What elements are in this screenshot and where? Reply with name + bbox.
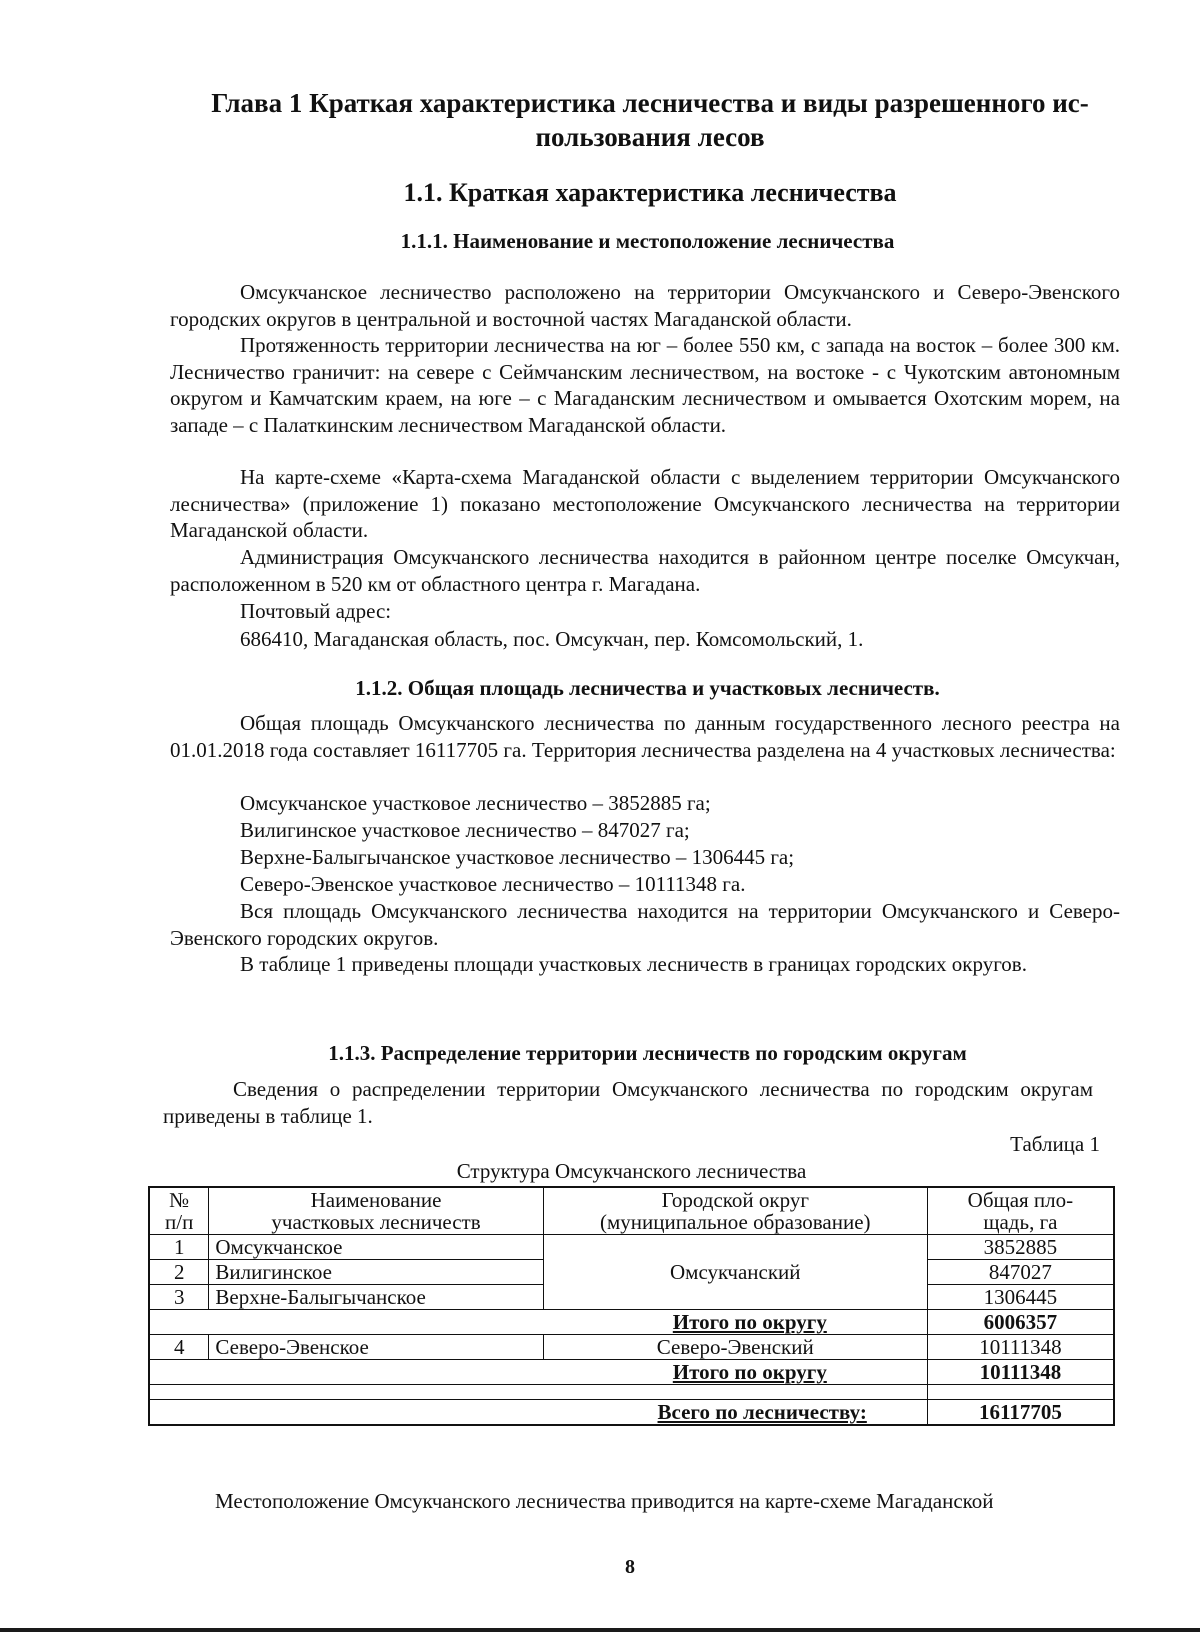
header-area: Общая пло- щадь, га (927, 1187, 1114, 1235)
list-item: Верхне-Балыгычанское участковое лесничество – 1306445 га; (240, 845, 795, 869)
subtotal-row (149, 1310, 1114, 1335)
total-row (149, 1400, 1114, 1426)
paragraph-text: На карте-схеме «Карта-схема Магаданской области с выделением территории Омсукчанского лесничества» (приложение 1) показано местоположение Омсукчанского лесничества на территории Магаданской области. (170, 465, 1120, 542)
postal-address: 686410, Магаданская область, пос. Омсукчан, пер. Комсомольский, 1. (240, 627, 864, 651)
paragraph-text: Омсукчанское лесничество расположено на территории Омсукчанского и Северо-Эвенского городских округов в центральной и восточной частях Магаданской области. (170, 280, 1120, 331)
structure-table (148, 1186, 1115, 1426)
row-num: 1 (149, 1235, 209, 1260)
list-item: Омсукчанское участковое лесничество – 3852885 га; (240, 791, 711, 815)
paragraph-text: Местоположение Омсукчанского лесничества приводится на карте-схеме Магаданской (215, 1489, 994, 1513)
table-row (149, 1235, 1114, 1260)
section-title: 1.1. Краткая характеристика лесничества (403, 178, 897, 207)
total-value: 16117705 (927, 1400, 1114, 1426)
paragraph (170, 951, 1120, 978)
row-name: Верхне-Балыгычанское (209, 1285, 543, 1310)
row-area: 847027 (927, 1260, 1114, 1285)
row-name: Вилигинское (209, 1260, 543, 1285)
subsection-title-1-1-2: 1.1.2. Общая площадь лесничества и участковых лесничеств. (355, 676, 940, 700)
paragraph (170, 710, 1120, 763)
list-item: Вилигинское участковое лесничество – 847027 га; (240, 818, 690, 842)
row-num: 2 (149, 1260, 209, 1285)
paragraph (170, 279, 1120, 332)
paragraph (170, 898, 1120, 951)
subsection-title-1-1-1: 1.1.1. Наименование и местоположение лесничества (400, 229, 895, 253)
paragraph (163, 1076, 1093, 1129)
subtotal-row (149, 1360, 1114, 1385)
table-label: Таблица 1 (1010, 1132, 1100, 1156)
closing-paragraph (170, 1488, 1120, 1515)
row-district: Омсукчанский (543, 1235, 927, 1310)
paragraph (170, 464, 1120, 544)
table-row (149, 1335, 1114, 1360)
row-name: Омсукчанское (209, 1235, 543, 1260)
paragraph-text: Вся площадь Омсукчанского лесничества находится на территории Омсукчанского и Северо-Эвенского городских округов. (170, 899, 1120, 950)
header-name: Наименование участковых лесничеств (209, 1187, 543, 1235)
scan-edge-line (0, 1628, 1200, 1632)
empty-cell (149, 1385, 927, 1400)
subtotal-label: Итого по округу (149, 1310, 927, 1335)
row-area: 1306445 (927, 1285, 1114, 1310)
row-num: 4 (149, 1335, 209, 1360)
row-num: 3 (149, 1285, 209, 1310)
chapter-title: Глава 1 Краткая характеристика лесничества и виды разрешенного ис-пользования лесов (211, 88, 1089, 152)
table-caption: Структура Омсукчанского лесничества (456, 1159, 807, 1183)
paragraph (170, 332, 1120, 438)
postal-label: Почтовый адрес: (240, 599, 392, 623)
row-area: 10111348 (927, 1335, 1114, 1360)
subtotal-value: 10111348 (927, 1360, 1114, 1385)
paragraph-text: В таблице 1 приведены площади участковых лесничеств в границах городских округов. (240, 952, 1027, 976)
empty-row (149, 1385, 1114, 1400)
empty-cell (927, 1385, 1114, 1400)
row-name: Северо-Эвенское (209, 1335, 543, 1360)
paragraph-text: Администрация Омсукчанского лесничества находится в районном центре поселке Омсукчан, расположенном в 520 км от областного центра г. Магадана. (170, 545, 1120, 596)
subtotal-label: Итого по округу (149, 1360, 927, 1385)
paragraph (170, 544, 1120, 597)
paragraph-text: Протяженность территории лесничества на юг – более 550 км, с запада на восток – более 300 км. Лесничество граничит: на севере с Сеймчанским лесничеством, на востоке - с Чукотским автономным округом и Камчатским краем, на юге – с Магаданским лесничеством и омывается Охотским морем, на западе – с Палаткинским лесничеством Магаданской области. (170, 333, 1120, 437)
row-area: 3852885 (927, 1235, 1114, 1260)
table-header-row (149, 1187, 1114, 1235)
subtotal-value: 6006357 (927, 1310, 1114, 1335)
subsection-title-1-1-3: 1.1.3. Распределение территории лесничеств по городским округам (328, 1041, 967, 1065)
header-num: № п/п (149, 1187, 209, 1235)
row-district: Северо-Эвенский (543, 1335, 927, 1360)
paragraph-text: Общая площадь Омсукчанского лесничества по данным государственного лесного реестра на 01.01.2018 года составляет 16117705 га. Территория лесничества разделена на 4 участковых лесничества: (170, 711, 1120, 762)
paragraph-text: Сведения о распределении территории Омсукчанского лесничества по городским округам приведены в таблице 1. (163, 1077, 1093, 1128)
total-label: Всего по лесничеству: (149, 1400, 927, 1426)
header-district: Городской округ (муниципальное образование) (543, 1187, 927, 1235)
list-item: Северо-Эвенское участковое лесничество – 10111348 га. (240, 872, 746, 896)
page-number: 8 (625, 1556, 635, 1578)
